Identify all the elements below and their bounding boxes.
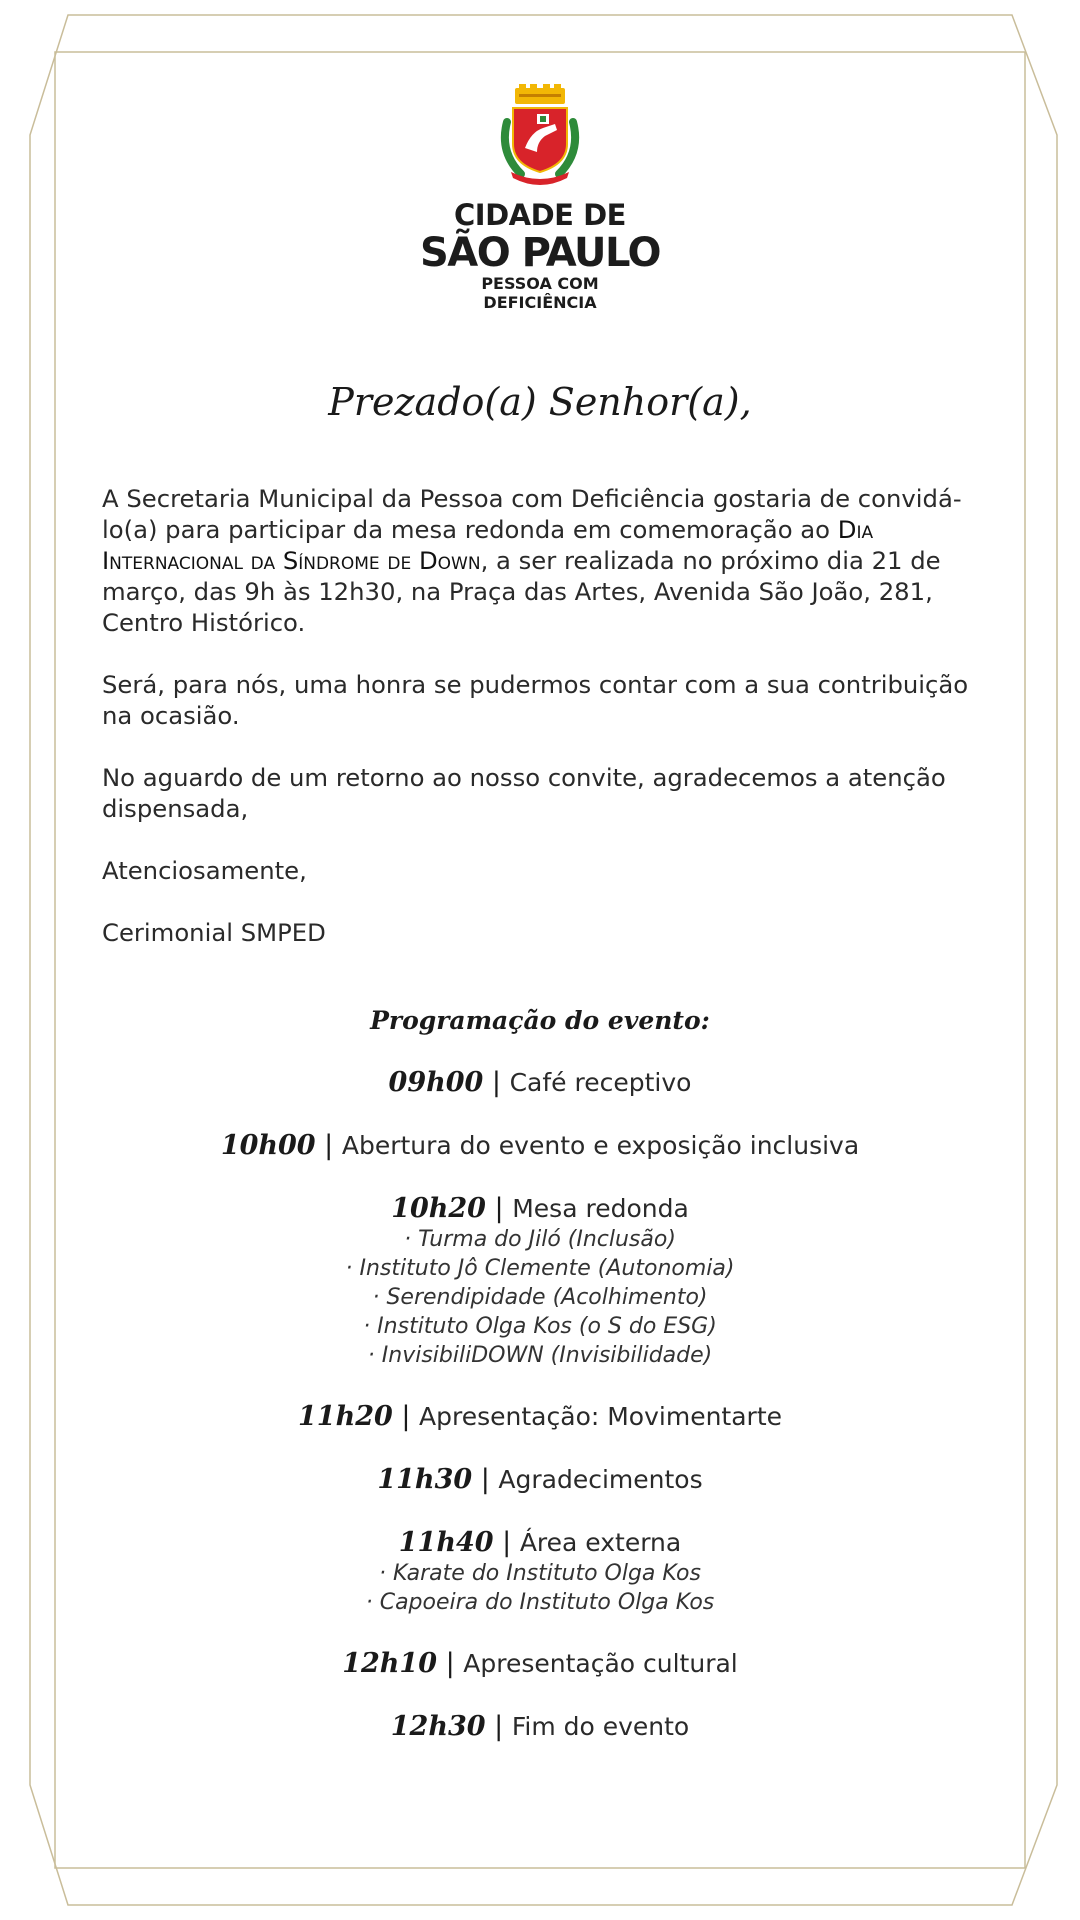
program-item-line: [0, 1711, 1080, 1743]
time-separator: |: [493, 1527, 520, 1558]
time-separator: |: [485, 1711, 512, 1742]
program-item: [0, 1648, 1080, 1680]
program-title: Programação do evento:: [370, 1006, 710, 1035]
program-subitem: · InvisibiliDOWN (Invisibilidade): [367, 1343, 713, 1368]
logo-line-pessoa-com: PESSOA COM: [481, 274, 599, 293]
program-item-time: 10h00: [220, 1130, 316, 1161]
program-item-label: Café receptivo: [509, 1068, 692, 1097]
letter-body: [102, 483, 992, 979]
program-item: [0, 1193, 1080, 1370]
program-item-line: [0, 1067, 1080, 1099]
letter-p1-post: , a ser realizada no próximo dia 21 de março, das 9h às 12h30, na Praça das Artes, Avenida São João, 281, Centro Histórico.: [102, 546, 941, 637]
program-item-label: Apresentação cultural: [463, 1649, 738, 1678]
program-item-line: [0, 1527, 1080, 1559]
time-separator: |: [483, 1067, 510, 1098]
program-item-label: Abertura do evento e exposição inclusiva: [341, 1131, 860, 1160]
time-separator: |: [472, 1464, 499, 1495]
program-item: [0, 1711, 1080, 1743]
program-item: [0, 1464, 1080, 1496]
time-separator: |: [485, 1193, 513, 1224]
program-item-line: [0, 1648, 1080, 1680]
program-item-time: 10h20: [391, 1193, 486, 1224]
time-separator: |: [315, 1130, 342, 1161]
program-item-line: [0, 1193, 1080, 1225]
program-item-time: 11h40: [398, 1527, 494, 1558]
coat-of-arms-icon: [497, 82, 583, 186]
program-item-label: Área externa: [519, 1528, 682, 1557]
event-program: [0, 1005, 1080, 1774]
logo-line-deficiencia: DEFICIÊNCIA: [483, 293, 597, 312]
program-item: [0, 1401, 1080, 1433]
program-item-time: 09h00: [388, 1067, 484, 1098]
letter-closing: Atenciosamente,: [102, 856, 307, 885]
program-item-label: Fim do evento: [511, 1712, 690, 1741]
program-subitem: · Karate do Instituto Olga Kos: [379, 1561, 701, 1586]
program-subitem: · Serendipidade (Acolhimento): [372, 1285, 708, 1310]
letter-p1-pre: A Secretaria Municipal da Pessoa com Deficiência gostaria de convidá-lo(a) para participar da mesa redonda em comemoração ao: [102, 484, 962, 544]
program-subitem: · Instituto Olga Kos (o S do ESG): [363, 1314, 717, 1339]
program-item-time: 12h10: [342, 1648, 437, 1679]
letter-paragraph-1: [102, 483, 992, 638]
event-name: Dia Internacional da Síndrome de Down: [102, 515, 874, 575]
letter-paragraph-2: Será, para nós, uma honra se pudermos contar com a sua contribuição na ocasião.: [102, 670, 969, 730]
program-item-line: [0, 1130, 1080, 1162]
program-item-label: Agradecimentos: [498, 1465, 703, 1494]
program-list: [0, 1067, 1080, 1743]
program-item: [0, 1067, 1080, 1099]
program-item-line: [0, 1401, 1080, 1433]
letter-paragraph-3: No aguardo de um retorno ao nosso convite, agradecemos a atenção dispensada,: [102, 763, 946, 823]
letter-signature: Cerimonial SMPED: [102, 918, 326, 947]
city-logo: [0, 82, 1080, 312]
program-subitem: · Instituto Jô Clemente (Autonomia): [345, 1256, 735, 1281]
logo-line-sao-paulo: SÃO PAULO: [419, 230, 661, 276]
program-item-time: 11h20: [298, 1401, 393, 1432]
program-item: [0, 1527, 1080, 1617]
program-item-line: [0, 1464, 1080, 1496]
program-item-label: Apresentação: Movimentarte: [419, 1402, 782, 1431]
greeting: Prezado(a) Senhor(a),: [328, 380, 752, 424]
logo-line-cidade-de: CIDADE DE: [454, 198, 626, 232]
time-separator: |: [392, 1401, 420, 1432]
program-item-time: 12h30: [390, 1711, 486, 1742]
time-separator: |: [437, 1648, 464, 1679]
program-item: [0, 1130, 1080, 1162]
program-item-time: 11h30: [377, 1464, 473, 1495]
program-item-label: Mesa redonda: [512, 1194, 689, 1223]
program-subitem: · Turma do Jiló (Inclusão): [404, 1227, 676, 1252]
program-subitem: · Capoeira do Instituto Olga Kos: [365, 1590, 715, 1615]
